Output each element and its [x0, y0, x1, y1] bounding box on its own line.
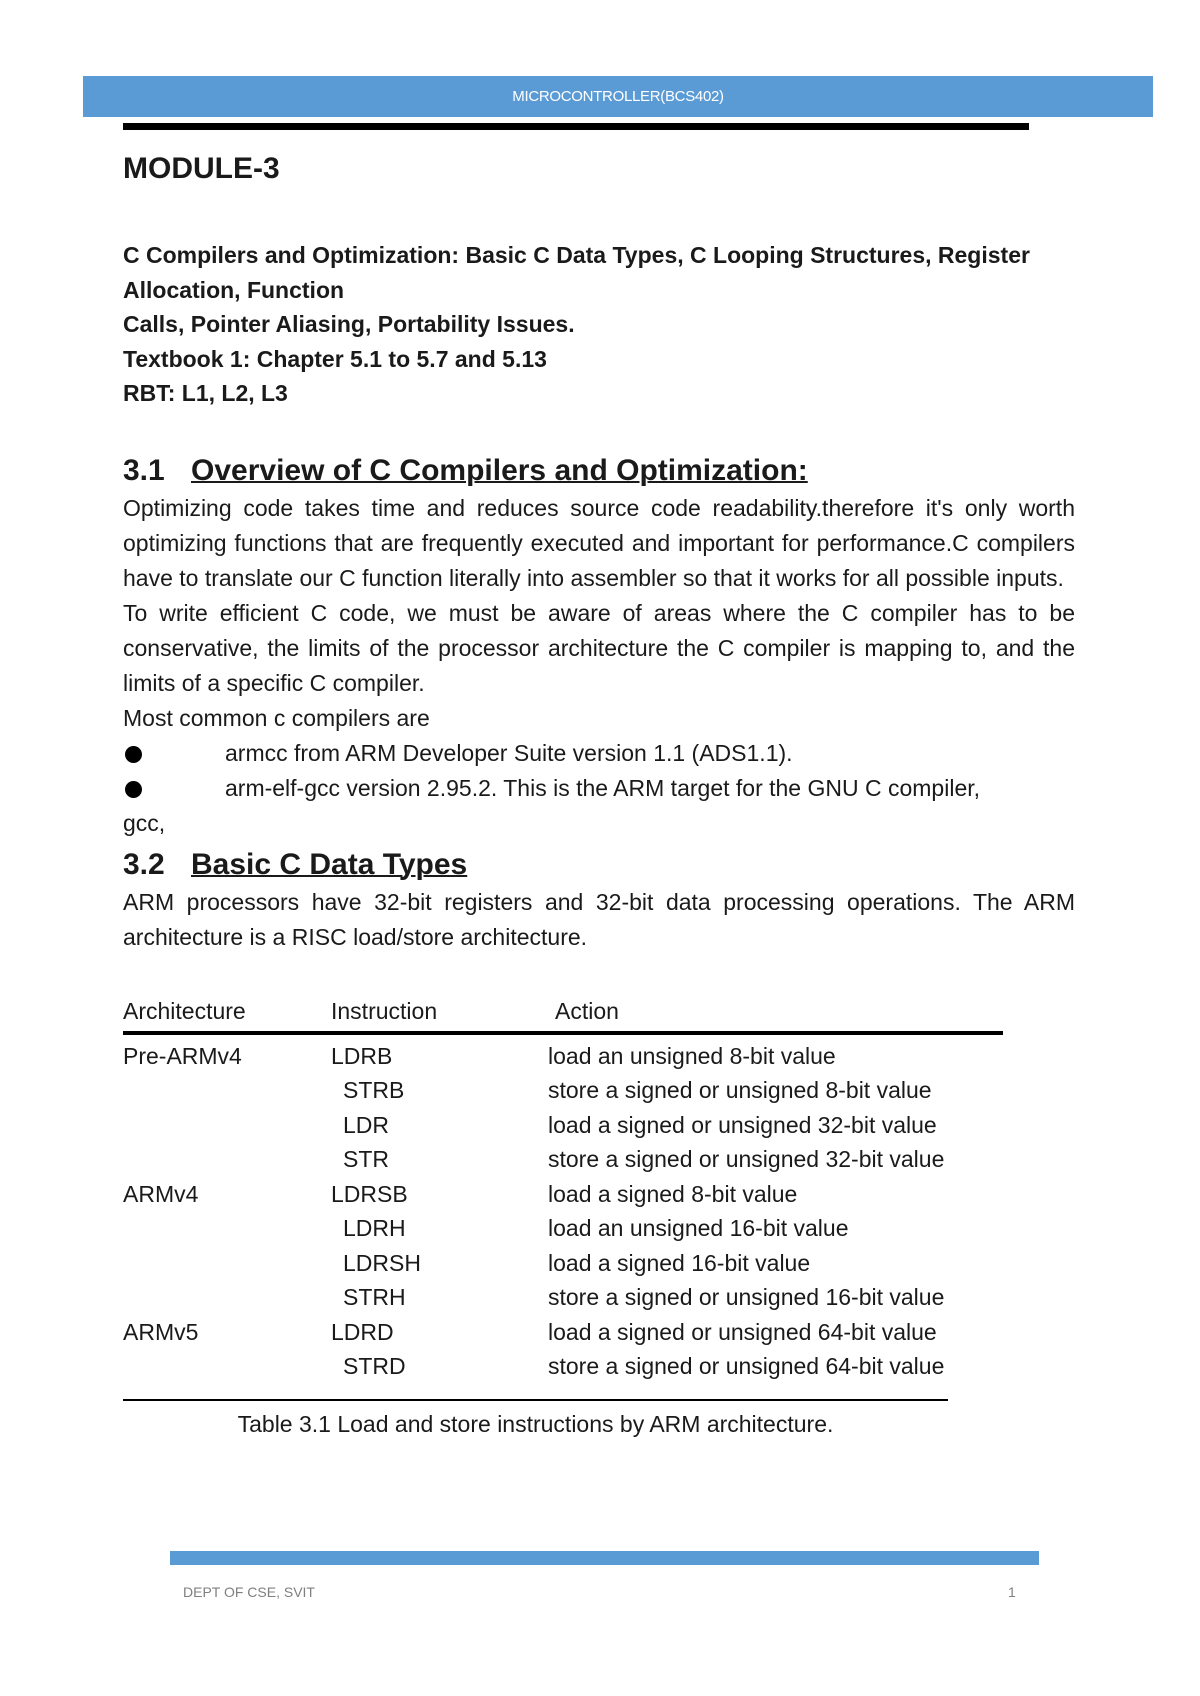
- syllabus-line: Calls, Pointer Aliasing, Portability Issues.: [123, 311, 575, 337]
- cell-instruction: LDR: [343, 1111, 390, 1138]
- section-title: Basic C Data Types: [191, 847, 468, 881]
- page-header-band: [83, 76, 1153, 117]
- cell-instruction: LDRSB: [331, 1180, 408, 1207]
- table-row: [123, 1246, 1003, 1281]
- cell-instruction: LDRH: [343, 1215, 406, 1241]
- table-row: [123, 1280, 1003, 1315]
- table-row: [123, 1349, 1003, 1384]
- cell-instruction: STRD: [343, 1353, 406, 1379]
- syllabus-line: C Compilers and Optimization: Basic C Data Types, C Looping Structures, Register: [123, 242, 1030, 268]
- table-row: [123, 1039, 1003, 1074]
- syllabus-block: [123, 238, 1075, 411]
- table-row: [123, 1211, 1003, 1246]
- bullet-icon: [125, 781, 142, 798]
- syllabus-line: RBT: L1, L2, L3: [123, 380, 288, 406]
- cell-architecture: ARMv5: [123, 1318, 199, 1345]
- cell-action: store a signed or unsigned 64-bit value: [548, 1353, 945, 1379]
- cell-instruction: STRH: [343, 1284, 406, 1310]
- table-row: [123, 1142, 1003, 1177]
- cell-action: store a signed or unsigned 16-bit value: [548, 1284, 945, 1310]
- table-caption: Table 3.1 Load and store instructions by ARM architecture.: [237, 1410, 834, 1437]
- cell-instruction: LDRD: [331, 1318, 394, 1345]
- page-number: 1: [1008, 1584, 1016, 1600]
- cell-architecture: Pre-ARMv4: [123, 1042, 242, 1069]
- cell-instruction: LDRSH: [343, 1249, 421, 1276]
- header-action: Action: [555, 997, 619, 1024]
- list-item: [123, 771, 1075, 806]
- cell-architecture: ARMv4: [123, 1180, 199, 1207]
- table-row: [123, 1315, 1003, 1350]
- cell-action: load a signed 16-bit value: [548, 1249, 811, 1276]
- cell-instruction: STRB: [343, 1077, 405, 1103]
- header-architecture: Architecture: [123, 997, 246, 1024]
- cell-action: load an unsigned 16-bit value: [548, 1215, 849, 1241]
- list-item-text: armcc from ARM Developer Suite version 1.1 (ADS1.1).: [225, 739, 793, 766]
- list-item-text: arm-elf-gcc version 2.95.2. This is the ARM target for the GNU C compiler,: [225, 774, 981, 801]
- cell-action: store a signed or unsigned 32-bit value: [548, 1146, 945, 1172]
- cell-action: store a signed or unsigned 8-bit value: [548, 1077, 932, 1103]
- cell-action: load a signed or unsigned 32-bit value: [548, 1111, 937, 1138]
- footer-department: DEPT OF CSE, SVIT: [183, 1584, 315, 1600]
- list-item: [123, 736, 1075, 771]
- section-number: 3.1: [123, 453, 165, 487]
- table-row: [123, 1108, 1003, 1143]
- syllabus-line: Allocation, Function: [123, 276, 345, 303]
- header-title: MICROCONTROLLER(BCS402): [512, 88, 724, 105]
- bullet-icon: [125, 746, 142, 763]
- table-body: [123, 1035, 1003, 1384]
- paragraph: Most common c compilers are: [123, 704, 430, 731]
- paragraph: gcc,: [123, 809, 166, 836]
- table-header: [123, 993, 1003, 1035]
- section-heading-3-2: [123, 845, 1075, 885]
- cell-action: load a signed or unsigned 64-bit value: [548, 1318, 937, 1345]
- table-bottom-rule: [123, 1399, 948, 1401]
- paragraph: ARM processors have 32-bit registers and 32-bit data processing operations. The ARM architecture is a RISC load/store architecture.: [123, 888, 1075, 950]
- page-content: [123, 148, 1075, 1441]
- page-footer-band: [170, 1551, 1039, 1565]
- section-heading-3-1: [123, 451, 1075, 491]
- module-title: MODULE-3: [123, 152, 280, 185]
- instructions-table: [123, 993, 1003, 1441]
- table-row: [123, 1073, 1003, 1108]
- table-row: [123, 1177, 1003, 1212]
- paragraph: Optimizing code takes time and reduces source code readability.therefore it's only worth optimizing functions that are frequently executed and important for performance.C compilers have to translate our C function literally into assembler so that it works for all possible inputs.: [123, 494, 1075, 591]
- header-instruction: Instruction: [331, 997, 438, 1024]
- cell-instruction: STR: [343, 1146, 389, 1172]
- cell-instruction: LDRB: [331, 1042, 393, 1069]
- paragraph: To write efficient C code, we must be aware of areas where the C compiler has to be conservative, the limits of the processor architecture the C compiler is mapping to, and the limits of a specific C compiler.: [123, 599, 1075, 696]
- syllabus-line: Textbook 1: Chapter 5.1 to 5.7 and 5.13: [123, 345, 547, 372]
- section-number: 3.2: [123, 847, 165, 881]
- cell-action: load a signed 8-bit value: [548, 1180, 798, 1207]
- cell-action: load an unsigned 8-bit value: [548, 1042, 836, 1069]
- header-divider: [123, 123, 1029, 130]
- section-title: Overview of C Compilers and Optimization:: [191, 453, 808, 487]
